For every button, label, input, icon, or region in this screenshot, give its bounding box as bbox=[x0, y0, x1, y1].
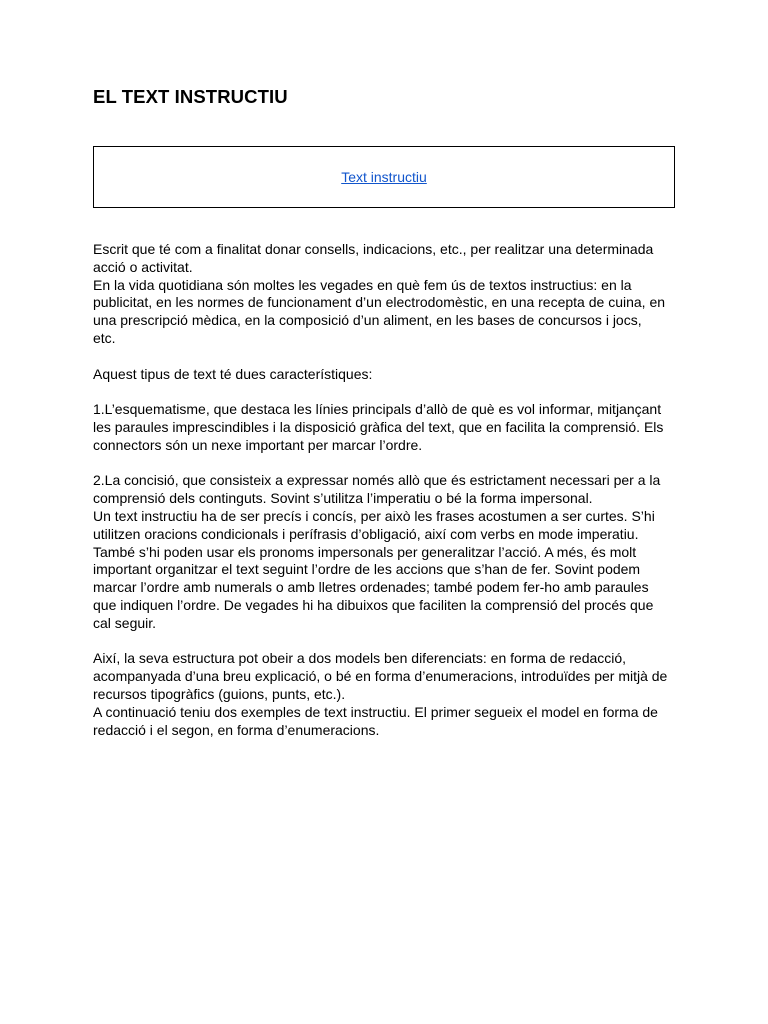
paragraph-gap bbox=[93, 348, 683, 366]
text-line: les paraules imprescindibles i la disposició gràfica del text, que en facilita la comprensió. Els bbox=[93, 418, 664, 435]
text-line: A continuació teniu dos exemples de text instructiu. El primer segueix el model en forma de bbox=[93, 703, 658, 720]
text-line: Aquest tipus de text té dues característiques: bbox=[93, 365, 373, 382]
text-instructiu-link[interactable]: Text instructiu bbox=[341, 169, 427, 185]
text-line: 2.La concisió, que consisteix a expressar només allò que és estrictament necessari per a la bbox=[93, 472, 661, 489]
text-line: important organitzar el text seguint l’ordre de les accions que s’han de fer. Sovint podem bbox=[93, 561, 641, 578]
text-line: 1.L’esquematisme, que destaca les línies principals d’allò de què es vol informar, mitjançant bbox=[93, 401, 662, 418]
text-line: comprensió dels continguts. Sovint s’utilitza l’imperatiu o bé la forma impersonal. bbox=[93, 490, 593, 507]
link-box bbox=[93, 146, 675, 208]
text-line: També s’hi poden usar els pronoms impersonals per generalitzar l’acció. A més, és molt bbox=[93, 543, 637, 560]
text-line: publicitat, en les normes de funcionament d’un electrodomèstic, en una recepta de cuina, en bbox=[93, 294, 666, 311]
text-line: utilitzen oracions condicionals i perífrasis d’obligació, així com verbs en mode imperatiu. bbox=[93, 525, 639, 542]
text-line: una prescripció mèdica, en la composició d’un aliment, en les bases de concursos i jocs, bbox=[93, 312, 642, 329]
text-line: Escrit que té com a finalitat donar consells, indicacions, etc., per realitzar una determinada bbox=[93, 241, 654, 257]
text-line: acompanyada d’una breu explicació, o bé en forma d’enumeracions, introduïdes per mitjà de bbox=[93, 668, 668, 685]
text-line: cal seguir. bbox=[93, 614, 157, 631]
page-title: EL TEXT INSTRUCTIU bbox=[93, 86, 288, 107]
text-line: En la vida quotidiana són moltes les vegades en què fem ús de textos instructius: en la bbox=[93, 276, 632, 293]
text-line: etc. bbox=[93, 329, 116, 346]
text-line: Així, la seva estructura pot obeir a dos models ben diferenciats: en forma de redacció, bbox=[93, 650, 627, 667]
text-line: que indiquen l’ordre. De vegades hi ha dibuixos que faciliten la comprensió del procés que bbox=[93, 596, 654, 613]
text-line: connectors són un nexe important per marcar l’ordre. bbox=[93, 436, 423, 453]
paragraph-gap bbox=[93, 383, 683, 401]
text-line: Un text instructiu ha de ser precís i concís, per això les frases acostumen a ser curtes. S’hi bbox=[93, 507, 655, 524]
text-line: recursos tipogràfics (guions, punts, etc.). bbox=[93, 685, 346, 702]
body-text bbox=[93, 241, 683, 739]
text-line: marcar l’ordre amb numerals o amb lletres ordenades; també podem fer-ho amb paraules bbox=[93, 579, 649, 596]
paragraph-gap bbox=[93, 455, 683, 473]
paragraph-gap bbox=[93, 633, 683, 651]
text-line: acció o activitat. bbox=[93, 258, 193, 275]
text-line: redacció i el segon, en forma d’enumeracions. bbox=[93, 721, 380, 738]
